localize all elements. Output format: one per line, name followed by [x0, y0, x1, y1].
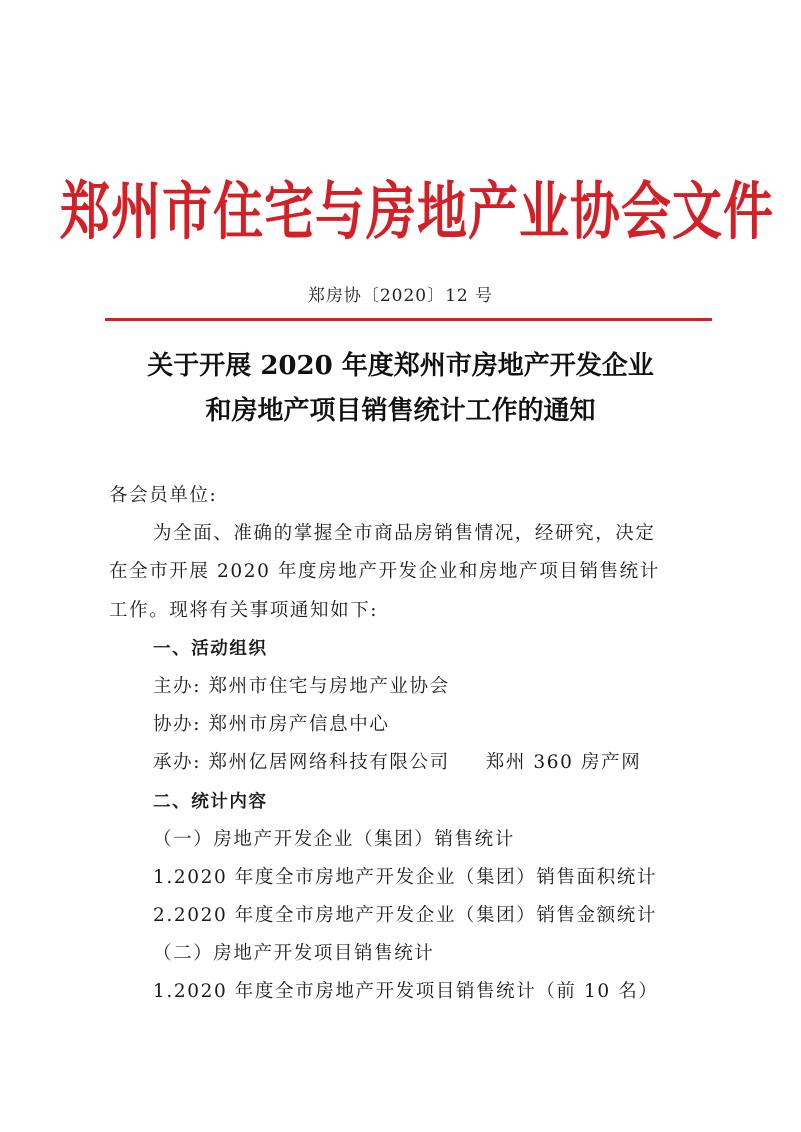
notice-title	[0, 344, 801, 434]
red-divider-line	[105, 318, 712, 321]
intro-line-1: 为全面、准确的掌握全市商品房销售情况，经研究，决定	[153, 523, 656, 545]
notice-title-line2: 和房地产项目销售统计工作的通知	[205, 396, 596, 426]
organizer-secondary: 郑州 360 房产网	[485, 752, 642, 774]
document-number	[0, 284, 801, 308]
intro-line-3: 工作。现将有关事项通知如下:	[109, 599, 379, 621]
section2-heading: 二、统计内容	[153, 791, 268, 812]
organization-title: 郑州市住宅与房地产业协会文件	[60, 175, 774, 248]
co-host-line: 协办: 郑州市房产信息中心	[153, 714, 390, 736]
salutation: 各会员单位:	[109, 485, 218, 506]
subsection1-line: （一）房地产开发企业（集团）销售统计	[153, 828, 515, 850]
subsection2-line: （二）房地产开发项目销售统计	[153, 943, 435, 965]
section1-heading: 一、活动组织	[153, 638, 268, 659]
document-number-text: 郑房协〔2020〕12 号	[307, 286, 494, 306]
item2-line: 2.2020 年度全市房地产开发企业（集团）销售金额统计	[153, 905, 657, 927]
organizer-line	[109, 744, 709, 782]
notice-title-line1: 关于开展 2020 年度郑州市房地产开发企业	[147, 351, 654, 381]
item1-line: 1.2020 年度全市房地产开发企业（集团）销售面积统计	[153, 866, 657, 888]
intro-line-2: 在全市开展 2020 年度房地产开发企业和房地产项目销售统计	[109, 561, 660, 583]
item3-line: 1.2020 年度全市房地产开发项目销售统计（前 10 名）	[153, 981, 659, 1003]
notice-body	[109, 477, 709, 1012]
organizer-primary: 承办: 郑州亿居网络科技有限公司	[153, 752, 450, 774]
host-line: 主办: 郑州市住宅与房地产业协会	[153, 675, 450, 697]
